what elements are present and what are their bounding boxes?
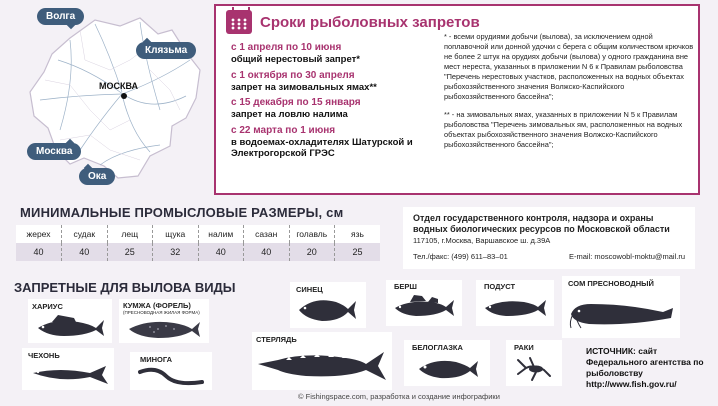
- contact-title: Отдел государственного контроля, надзора и охраны водных биологических ресурсов по Московской области: [413, 213, 670, 234]
- nase-icon: [482, 294, 548, 322]
- moscow-region-map: [0, 0, 215, 196]
- city-label: МОСКВА: [99, 81, 139, 91]
- source-note[interactable]: ИСТОЧНИК: сайт Федерального агентства по рыболовству http://www.fish.gov.ru/: [586, 346, 704, 389]
- fish-name: лещ: [107, 225, 153, 243]
- size-value: 40: [198, 243, 244, 261]
- sizes-table: [16, 225, 380, 261]
- ban-list: [231, 42, 431, 164]
- ban-text: в водоемах-охладителях Шатурской и Электрогорской ГРЭС: [231, 136, 413, 159]
- sizes-fish-row: [16, 225, 380, 243]
- size-value: 40: [244, 243, 290, 261]
- sabrefish-icon: [30, 363, 110, 387]
- ban-footnotes: [444, 32, 696, 158]
- trout-icon: [126, 317, 202, 341]
- ban-item: [231, 125, 431, 160]
- contact-line: [413, 252, 685, 261]
- river-tag-volga: Волга: [37, 8, 84, 25]
- ban-text: общий нерестовый запрет*: [231, 54, 360, 65]
- fish-name: сазан: [244, 225, 290, 243]
- fish-name: голавль: [289, 225, 335, 243]
- species-sublabel: (ПРЕСНОВОДНАЯ ЖИЛАЯ ФОРМА): [123, 310, 200, 315]
- size-value: 25: [107, 243, 153, 261]
- contact-email[interactable]: E-mail: moscowobl-moktu@mail.ru: [569, 252, 685, 261]
- prohibited-title: ЗАПРЕТНЫЕ ДЛЯ ВЫЛОВА ВИДЫ: [14, 280, 236, 295]
- catfish-icon: [567, 292, 675, 332]
- fishing-bans-panel: [214, 4, 700, 195]
- ban-item: [231, 70, 431, 94]
- species-label: ПОДУСТ: [484, 282, 516, 291]
- bans-header: [226, 10, 480, 34]
- white-eye-bream-icon: [416, 355, 480, 383]
- fish-name: язь: [335, 225, 381, 243]
- lamprey-icon: [136, 364, 206, 388]
- species-label: СТЕРЛЯДЬ: [256, 335, 297, 344]
- river-tag-oka: Ока: [79, 168, 115, 185]
- footer-credit: © Fishingspace.com, разработка и создание инфографики: [298, 392, 500, 401]
- ban-text: запрет на зимовальных ямах**: [231, 81, 377, 93]
- bans-title: Сроки рыболовных запретов: [260, 13, 480, 31]
- species-card-raki: [506, 340, 562, 386]
- ban-date: с 15 декабря по 15 января: [231, 97, 361, 108]
- species-card-podust: [476, 280, 554, 326]
- fish-name: жерех: [16, 225, 62, 243]
- species-card-khariu: [28, 299, 112, 343]
- species-label: СИНЕЦ: [296, 285, 323, 294]
- city-marker: [121, 93, 127, 99]
- species-card-sinets: [290, 282, 366, 328]
- species-card-sterlyad: [252, 332, 392, 390]
- species-card-chekhon: [22, 348, 114, 390]
- species-card-som: [562, 276, 680, 338]
- species-label: МИНОГА: [140, 355, 173, 364]
- river-tag-klyazma: Клязьма: [136, 42, 196, 59]
- region-map: [0, 0, 215, 196]
- calendar-icon: [226, 10, 252, 34]
- species-card-bersh: [386, 280, 462, 326]
- ban-date: с 1 апреля по 10 июня: [231, 42, 342, 53]
- fish-name: щука: [153, 225, 199, 243]
- species-card-minoga: [130, 352, 212, 390]
- ban-item: [231, 97, 431, 121]
- contact-card: [403, 207, 695, 269]
- footnote-1: * - всеми орудиями добычи (вылова), за исключением одной поплавочной или донной удочки с берега с общим количеством крючков не более 2 штук на орудиях добычи (вылова) у одного гражданина вне мест нереста, указанных в приложении N 6 к Правилам рыболовства "Перечень нерестовых участков, расположенных на водных объектах рыбохозяйственного значения Волжско-Каспийского рыбохозяйственного бассейна";: [444, 32, 694, 101]
- size-value: 20: [289, 243, 335, 261]
- fish-name: налим: [198, 225, 244, 243]
- ban-text: запрет на ловлю налима: [231, 109, 348, 120]
- ban-date: с 22 марта по 1 июня: [231, 124, 336, 136]
- species-label: БЕРШ: [394, 282, 417, 291]
- species-label: РАКИ: [514, 343, 534, 352]
- species-label: СОМ ПРЕСНОВОДНЫЙ: [568, 279, 654, 288]
- volga-zander-icon: [392, 294, 456, 322]
- species-label: ХАРИУС: [32, 302, 63, 311]
- sizes-value-row: [16, 243, 380, 261]
- crayfish-icon: [514, 354, 554, 382]
- ban-item: [231, 42, 431, 66]
- ban-date: с 1 октября по 30 апреля: [231, 69, 355, 81]
- species-label: КУМЖА (ФОРЕЛЬ): [123, 301, 191, 310]
- grayling-icon: [34, 314, 106, 340]
- size-value: 40: [62, 243, 108, 261]
- species-card-beloglazka: [404, 340, 490, 386]
- contact-phone: Тел./факс: (499) 611–83–01: [413, 252, 508, 261]
- river-tag-moskva: Москва: [27, 143, 81, 160]
- species-label: ЧЕХОНЬ: [28, 351, 60, 360]
- size-value: 32: [153, 243, 199, 261]
- footnote-2: ** - на зимовальных ямах, указанных в приложении N 5 к Правилам рыболовства "Перечень зимовальных ям, расположенных на водных объектах рыбохозяйственного значения Волжско-Каспийского рыбохозяйственного бассейна";: [444, 110, 683, 149]
- fish-name: судак: [62, 225, 108, 243]
- contact-address: 117105, г.Москва, Варшавское ш. д.39А: [413, 236, 551, 245]
- sterlet-icon: [256, 346, 388, 386]
- sizes-title: МИНИМАЛЬНЫЕ ПРОМЫСЛОВЫЕ РАЗМЕРЫ, см: [20, 205, 344, 220]
- blue-bream-icon: [296, 295, 358, 325]
- species-label: БЕЛОГЛАЗКА: [412, 343, 463, 352]
- size-value: 40: [16, 243, 62, 261]
- size-value: 25: [335, 243, 381, 261]
- species-card-kumzha: [119, 299, 209, 343]
